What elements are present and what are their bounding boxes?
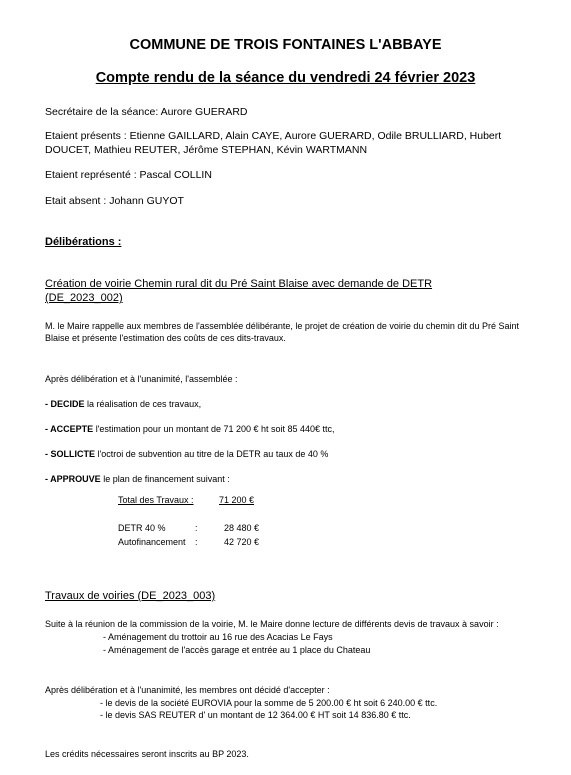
section2-intro: Suite à la réunion de la commission de la voirie, M. le Maire donne lecture de différents devis de travaux à savoir : [45,619,499,629]
decision-verb: ACCEPTE [50,424,94,434]
decision-item-accepte [45,423,335,435]
deliberations-heading: Délibérations : [45,236,122,248]
quote-item: - le devis de la société EUROVIA pour la somme de 5 200.00 € ht soit 6 240.00 € ttc. [100,698,438,708]
decision-text: l'octroi de subvention au titre de la DETR au taux de 40 % [95,449,329,459]
financing-total-label: Total des Travaux : [118,495,194,505]
financing-auto-label: Autofinancement [118,537,186,547]
decision-dash: - [45,449,51,459]
section2-title: Travaux de voiries (DE_2023_003) [45,590,216,602]
present-line-2: DOUCET, Mathieu REUTER, Jérôme STEPHAN, Kévin WARTMANN [45,144,368,156]
commune-heading: COMMUNE DE TROIS FONTAINES L'ABBAYE [129,37,442,53]
financing-detr-value: 28 480 € [224,523,260,533]
quote-item: - le devis SAS REUTER d' un montant de 12 364.00 € HT soit 14 836.80 € ttc. [100,710,411,720]
decision-dash: - [45,474,51,484]
decision-text: l'estimation pour un montant de 71 200 € ht soit 85 440€ ttc, [93,424,335,434]
financing-auto-value: 42 720 € [224,537,260,547]
credits-line: Les crédits nécessaires seront inscrits au BP 2023. [45,749,249,759]
represented-line: Etaient représenté : Pascal COLLIN [45,169,212,181]
decision-item-sollicte [45,448,328,460]
absent-line: Etait absent : Johann GUYOT [45,195,184,207]
financing-auto-colon: : [195,537,198,547]
decision-verb: APPROUVE [50,474,101,484]
works-item: - Aménagement de l'accès garage et entrée au 1 place du Chateau [103,645,371,655]
works-item: - Aménagement du trottoir au 16 rue des Acacias Le Fays [103,632,333,642]
present-line-1: Etaient présents : Etienne GAILLARD, Alain CAYE, Aurore GUERARD, Odile BRULLIARD, Hubert [45,130,502,142]
section1-intro-line1: M. le Maire rappelle aux membres de l'assemblée délibérante, le projet de création de voirie du chemin dit du Pré Saint [45,321,519,331]
section1-intro-line2: Blaise et présente l'estimation des coûts de ces dits-travaux. [45,333,286,343]
financing-detr-label: DETR 40 % [118,523,166,533]
decision-verb: DECIDE [50,399,85,409]
secretary-line: Secrétaire de la séance: Aurore GUERARD [45,106,248,118]
decision-item-approuve [45,473,230,485]
decision-dash: - [45,399,51,409]
meeting-title: Compte rendu de la séance du vendredi 24 février 2023 [95,70,476,86]
decision-text: la réalisation de ces travaux, [84,399,202,409]
financing-total-value: 71 200 € [219,495,255,505]
decision-item-decide [45,398,201,410]
decision-verb: SOLLICTE [50,449,95,459]
section2-after: Après délibération et à l'unanimité, les membres ont décidé d'accepter : [45,685,330,695]
financing-detr-colon: : [195,523,198,533]
decision-dash: - [45,424,51,434]
section1-title-line2: (DE_2023_002) [45,292,123,304]
section1-title-line1: Création de voirie Chemin rural dit du Pré Saint Blaise avec demande de DETR [45,278,433,290]
decision-text: le plan de financement suivant : [100,474,230,484]
section1-after: Après délibération et à l'unanimité, l'assemblée : [45,374,238,384]
